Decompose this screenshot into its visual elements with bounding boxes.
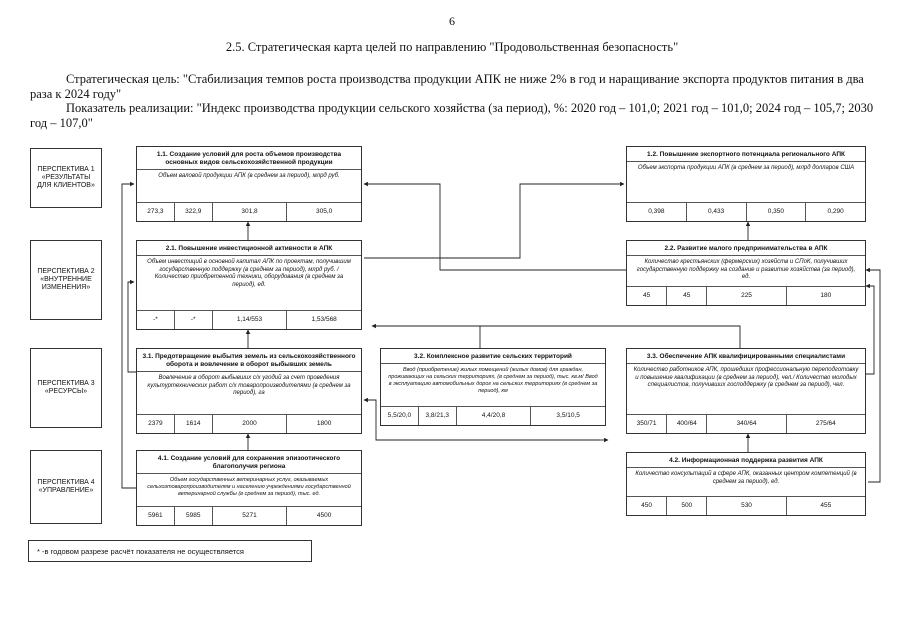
perspective-1: ПЕРСПЕКТИВА 1 «РЕЗУЛЬТАТЫ ДЛЯ КЛИЕНТОВ»	[30, 148, 102, 208]
implementation-indicator: Показатель реализации: "Индекс производства продукции сельского хозяйства (за период), %: 2020 год – 101,0; 2021 год – 101,0; 2024 год – 105,7; 2030 год – 107,0"	[30, 101, 874, 130]
value-cell: 4,4/20,8	[456, 407, 531, 425]
goal-title: 3.3. Обеспечение АПК квалифицированными специалистами	[627, 349, 865, 364]
value-cell: 5961	[148, 512, 163, 519]
goal-values	[627, 414, 865, 433]
value-cell: 275/64	[786, 415, 865, 433]
arrow-22-to-11	[364, 184, 628, 270]
value-cell: 180	[786, 287, 865, 305]
value-cell: -*	[153, 316, 158, 323]
goal-box-1-2	[626, 146, 866, 222]
value-cell: 340/64	[706, 415, 785, 433]
arrow-21-to-12	[364, 184, 624, 258]
value-cell: 1800	[286, 415, 361, 433]
arrow-42-to-22	[866, 270, 880, 482]
goal-values	[627, 202, 865, 221]
goal-indicator: Объем инвестиций в основной капитал АПК по проектам, получившим государственную поддержку (в среднем за период), млрд руб. /Количество приобретенной техники, оборудования (в среднем за период), ед.	[147, 259, 351, 288]
value-cell: 455	[786, 497, 865, 515]
goal-values	[381, 406, 605, 425]
goal-title: 2.2. Развитие малого предпринимательства в АПК	[627, 241, 865, 256]
goal-indicator: Количество работников АПК, прошедших профессиональную переподготовку и повышение квалификации (в среднем за период), чел./ Количество молодых специалистов, получивших господдержку (в среднем за период), чел.	[633, 367, 859, 388]
value-cell: 301,8	[212, 203, 287, 221]
value-cell: 305,0	[286, 203, 361, 221]
goal-box-3-2	[380, 348, 606, 426]
value-cell: 0,433	[686, 203, 746, 221]
value-cell: 3,5/10,5	[530, 407, 605, 425]
page-number: 6	[449, 14, 455, 28]
goal-values	[137, 506, 361, 525]
value-cell: 2000	[212, 415, 287, 433]
arrow-31-to-21	[128, 282, 136, 372]
strategic-goal: Стратегическая цель: "Стабилизация темпов роста производства продукции АПК не ниже 2% в год и наращивание экспорта продуктов питания в два раза к 2024 году"	[30, 72, 864, 101]
value-cell: 0,290	[805, 203, 865, 221]
goal-values	[137, 202, 361, 221]
goal-values	[137, 310, 361, 329]
goal-indicator: Ввод (приобретение) жилых помещений (жилых домов) для граждан, проживающих на сельских территориях, (в среднем за период), тыс. кв.м/ Ввод в эксплуатацию автомобильных дорог на сельских территориях (в среднем за период), км	[388, 367, 598, 394]
goal-values	[627, 496, 865, 515]
value-cell: 500	[666, 497, 706, 515]
value-cell: 350/71	[636, 420, 657, 427]
value-cell: 530	[706, 497, 785, 515]
goal-box-4-1	[136, 450, 362, 526]
arrow-41-to-11	[122, 184, 136, 488]
value-cell: 1,14/553	[212, 311, 287, 329]
value-cell: 4500	[286, 507, 361, 525]
value-cell: 273,3	[147, 208, 164, 215]
goal-box-4-2	[626, 452, 866, 516]
document-title: 2.5. Стратегическая карта целей по направлению "Продовольственная безопасность"	[225, 40, 679, 54]
goal-box-2-1	[136, 240, 362, 330]
goal-title: 4.1. Создание условий для сохранения эпизоотического благополучия региона	[137, 451, 361, 474]
value-cell: 5985	[174, 507, 212, 525]
goal-box-2-2	[626, 240, 866, 306]
footnote: * -в годовом разрезе расчёт показателя не осуществляется	[28, 540, 312, 562]
goal-title: 3.2. Комплексное развитие сельских территорий	[381, 349, 605, 364]
goal-indicator: Объем экспорта продукции АПК (в среднем за период), млрд долларов США	[637, 165, 855, 171]
goal-title: 4.2. Информационная поддержка развития АПК	[627, 453, 865, 468]
value-cell: 45	[642, 292, 651, 299]
value-cell: 45	[666, 287, 706, 305]
value-cell: 1,53/568	[286, 311, 361, 329]
goal-box-1-1	[136, 146, 362, 222]
goal-indicator: Вовлечение в оборот выбывших с/х угодий за счет проведения культуртехнических работ с/х товаропроизводителями (в среднем за период), га	[147, 375, 351, 396]
value-cell: 3,8/21,3	[418, 407, 456, 425]
goal-title: 3.1. Предотвращение выбытия земель из сельскохозяйственного оборота и вовлечение в оборот выбывших земель	[137, 349, 361, 372]
goal-title: 2.1. Повышение инвестиционной активности в АПК	[137, 241, 361, 256]
goal-box-3-3	[626, 348, 866, 434]
goal-values	[137, 414, 361, 433]
value-cell: 322,9	[174, 203, 212, 221]
value-cell: 450	[641, 502, 653, 509]
value-cell: 5271	[212, 507, 287, 525]
value-cell: 400/64	[666, 415, 706, 433]
goal-indicator: Количество консультаций в сфере АПК, оказанных центром компетенций (в среднем за период), ед.	[635, 471, 857, 485]
perspective-2: ПЕРСПЕКТИВА 2 «ВНУТРЕННИЕ ИЗМЕНЕНИЯ»	[30, 240, 102, 320]
goal-indicator: Объем валовой продукции АПК (в среднем за период), млрд руб.	[158, 173, 340, 179]
arrow-33-to-22	[866, 286, 874, 374]
value-cell: 1614	[174, 415, 212, 433]
perspective-4: ПЕРСПЕКТИВА 4 «УПРАВЛЕНИЕ»	[30, 450, 102, 524]
value-cell: 0,398	[648, 208, 665, 215]
value-cell: 225	[706, 287, 785, 305]
arrow-3x-to-21	[372, 326, 740, 348]
goal-indicator: Количество крестьянских (фермерских) хозяйств и СПоК, получивших государственную поддержку на создание и развитие хозяйства (за период), ед.	[636, 259, 856, 280]
perspective-3: ПЕРСПЕКТИВА 3 «РЕСУРСЫ»	[30, 348, 102, 428]
value-cell: -*	[174, 311, 212, 329]
goal-indicator: Объем государственных ветеринарных услуг, оказываемых сельхозтоваропроизводителям и населению учреждениями государственной ветеринарной службы (в среднем за период), тыс. ед.	[147, 477, 351, 497]
goal-box-3-1	[136, 348, 362, 434]
value-cell: 5,5/20,0	[387, 412, 412, 419]
value-cell: 2379	[148, 420, 163, 427]
value-cell: 0,350	[746, 203, 806, 221]
goal-values	[627, 286, 865, 305]
goal-title: 1.1. Создание условий для роста объемов производства основных видов сельскохозяйственной продукции	[137, 147, 361, 170]
goal-title: 1.2. Повышение экспортного потенциала регионального АПК	[627, 147, 865, 162]
